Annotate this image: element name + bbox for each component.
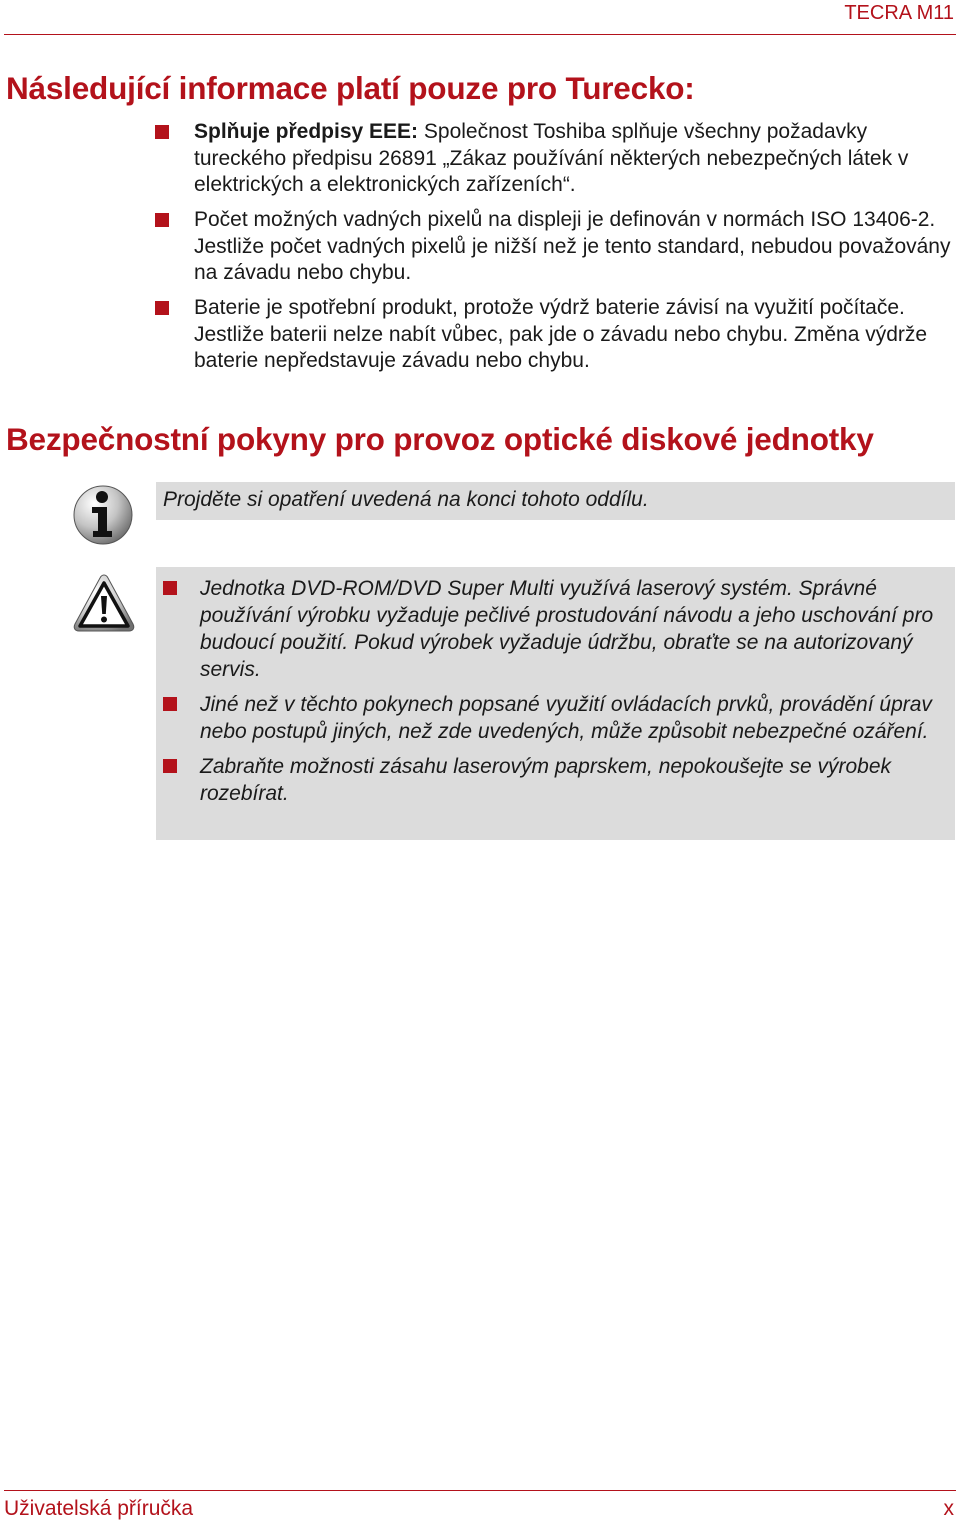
- list-item: [155, 295, 955, 375]
- list-item-text: Zabraňte možnosti zásahu laserovým paprskem, nepokoušejte se výrobek rozebírat.: [200, 755, 892, 805]
- list-item-text: Jiné než v těchto pokynech popsané využití ovládacích prvků, provádění úprav nebo postupů jiných, než zde uvedených, může způsobit nebezpečné ozáření.: [200, 693, 932, 743]
- note-text: Projděte si opatření uvedená na konci tohoto oddílu.: [163, 488, 649, 511]
- manual-name: Uživatelská příručka: [4, 1497, 194, 1520]
- square-bullet-icon: [155, 213, 169, 227]
- product-name: TECRA M11: [844, 2, 954, 24]
- info-icon: [72, 484, 134, 546]
- list-item-text: Jednotka DVD-ROM/DVD Super Multi využívá laserový systém. Správné používání výrobku vyžaduje pečlivé prostudování návodu a jeho uschování pro budoucí použití. Pokud výrobek vyžaduje údržbu, obraťte se na autorizovaný servis.: [200, 577, 934, 681]
- section-heading-turkey: Následující informace platí pouze pro Turecko:: [6, 70, 695, 106]
- list-item: [155, 207, 955, 287]
- square-bullet-icon: [163, 759, 177, 773]
- caution-list: [163, 575, 943, 815]
- list-item: [155, 119, 955, 199]
- turkey-info-list: [155, 119, 955, 383]
- header-divider: [4, 34, 956, 35]
- note-box: [156, 482, 955, 520]
- list-item: [163, 753, 943, 807]
- list-item: [163, 691, 943, 745]
- warning-triangle-icon: [72, 572, 136, 634]
- square-bullet-icon: [155, 125, 169, 139]
- square-bullet-icon: [163, 697, 177, 711]
- list-item: [163, 575, 943, 683]
- list-item-bold-lead: Splňuje předpisy EEE:: [194, 120, 419, 143]
- footer-divider: [4, 1490, 956, 1491]
- list-item-text: Počet možných vadných pixelů na displeji je definován v normách ISO 13406-2. Jestliže počet vadných pixelů je nižší než je tento standard, nebudou považovány na závadu nebo chybu.: [194, 208, 951, 284]
- list-item-text: Baterie je spotřební produkt, protože výdrž baterie závisí na využití počítače. Jestliže baterii nelze nabít vůbec, pak jde o závadu nebo chybu. Změna výdrže baterie nepředstavuje závadu nebo chybu.: [194, 296, 928, 372]
- caution-box: [156, 567, 955, 840]
- square-bullet-icon: [155, 301, 169, 315]
- square-bullet-icon: [163, 581, 177, 595]
- section-heading-optical-drive: Bezpečnostní pokyny pro provoz optické diskové jednotky: [6, 421, 874, 457]
- page-number: x: [943, 1497, 954, 1520]
- list-item-text: Společnost Toshiba splňuje všechny požadavky tureckého předpisu 26891 „Zákaz používání některých nebezpečných látek v elektrických a elektronických zařízeních“.: [194, 120, 909, 196]
